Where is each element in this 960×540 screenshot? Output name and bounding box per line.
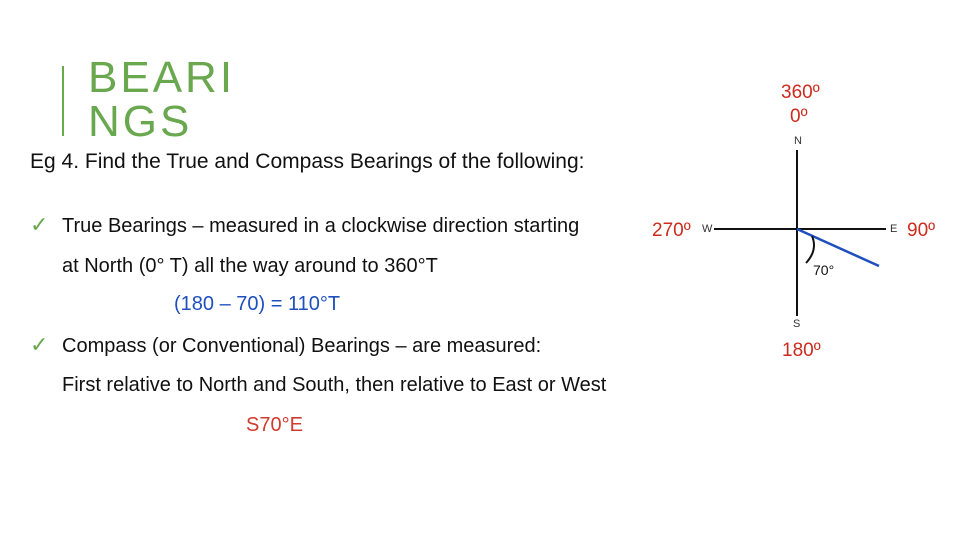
east-label: E bbox=[890, 223, 898, 235]
true-bearings-line-1: True Bearings – measured in a clockwise direction starting bbox=[62, 215, 580, 237]
true-bearing-working: (180 – 70) = 110°T bbox=[174, 293, 341, 315]
south-label: S bbox=[793, 318, 801, 330]
angle-label: 70° bbox=[813, 262, 835, 278]
west-degree: 270º bbox=[652, 220, 691, 241]
check-icon: ✓ bbox=[30, 212, 49, 237]
east-degree: 90º bbox=[907, 220, 936, 241]
angle-arc bbox=[806, 236, 814, 263]
slide-title-line-1: BEARI bbox=[88, 53, 236, 102]
slide-title-line-2: NGS bbox=[88, 97, 193, 146]
north-degree-0: 0º bbox=[790, 106, 808, 127]
west-label: W bbox=[702, 223, 713, 235]
example-heading: Eg 4. Find the True and Compass Bearings of the following: bbox=[30, 150, 585, 173]
south-degree: 180º bbox=[782, 340, 821, 361]
north-degree-360: 360º bbox=[781, 82, 820, 103]
true-bearings-line-2: at North (0° T) all the way around to 360°T bbox=[62, 255, 438, 277]
north-label: N bbox=[794, 135, 802, 147]
check-icon: ✓ bbox=[30, 332, 49, 357]
compass-bearings-line-1: Compass (or Conventional) Bearings – are measured: bbox=[62, 335, 542, 357]
compass-bearings-line-2: First relative to North and South, then relative to East or West bbox=[62, 374, 607, 396]
compass-bearing-answer: S70°E bbox=[246, 414, 303, 436]
